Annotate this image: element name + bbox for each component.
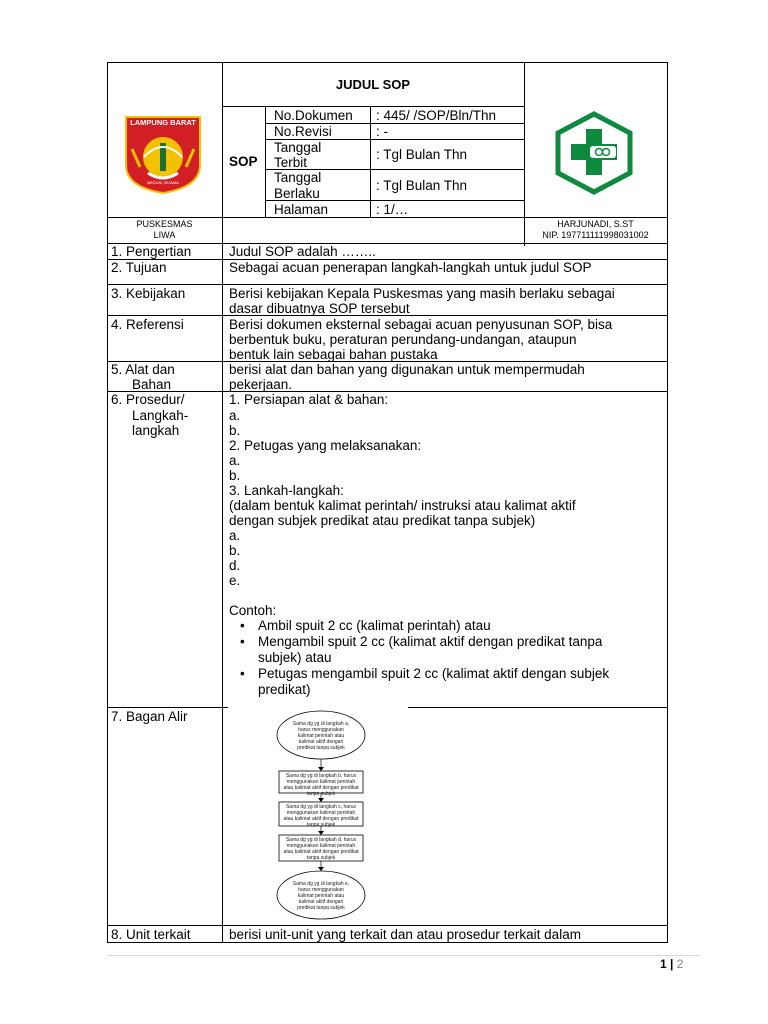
prosedur-line: a. [229,528,241,543]
contoh-bullet-3-line2: predikat) [258,682,311,697]
section-prosedur-label-3: langkah [132,423,180,438]
section-unit-label: 8. Unit terkait [111,927,191,942]
prosedur-line: b. [229,543,241,558]
contoh-bullet-1: Ambil spuit 2 cc (kalimat perintah) atau [258,618,491,633]
section-alat-label-2: Bahan [132,377,172,392]
bullet-icon: • [240,618,245,633]
meta-value-nodokumen: : 445/ /SOP/Bln/Thn [376,108,497,123]
section-prosedur-label-1: 6. Prosedur/ [111,392,185,407]
meta-value-tanggal-terbit: : Tgl Bulan Thn [376,147,468,162]
prosedur-line: b. [229,423,241,438]
meta-label-tanggal-berlaku-2: Berlaku [274,186,320,201]
page-title: JUDUL SOP [335,77,411,92]
section-referensi-line2: berbentuk buku, peraturan perundang-undangan, ataupun [229,332,577,347]
contoh-bullet-2-line2: subjek) atau [258,650,332,665]
contoh-heading: Contoh: [229,603,277,618]
flow-step-2: Sama dg yg di langkah b, harus menggunakan kalimat perintah atau kalimat aktif dengan predikat tanpa subjek [283,773,359,797]
prosedur-line: 2. Petugas yang melaksanakan: [229,438,422,453]
section-alat-line2: pekerjaan. [229,377,293,392]
prosedur-line: e. [229,573,241,588]
page-total: 2 [676,957,684,971]
section-referensi-line3: bentuk lain sebagai bahan pustaka [229,347,438,362]
meta-label-tanggal-terbit-1: Tanggal [274,140,322,155]
flow-step-4: Sama dg yg di langkah d, harus menggunakan kalimat perintah atau kalimat aktif dengan predikat tanpa subjek [283,837,359,861]
section-kebijakan-line2: dasar dibuatnya SOP tersebut [229,301,410,316]
section-referensi-label: 4. Referensi [111,317,184,332]
prosedur-line: a. [229,453,241,468]
puskesmas-logo [555,111,633,195]
sop-label: SOP [229,154,258,169]
section-bagan-label: 7. Bagan Alir [111,709,188,724]
section-pengertian-label: 1. Pengertian [111,244,192,259]
meta-label-norevisi: No.Revisi [274,124,332,139]
org-name-line2: LIWA [153,230,176,240]
page-current: 1 [660,957,667,971]
prosedur-line: d. [229,558,241,573]
prosedur-line: (dalam bentuk kalimat perintah/ instruksi atau kalimat aktif [229,498,576,513]
section-prosedur-label-2: Langkah- [132,408,189,423]
meta-label-tanggal-terbit-2: Terbit [274,155,308,170]
contoh-bullet-3-line1: Petugas mengambil spuit 2 cc (kalimat aktif dengan subjek [258,666,610,681]
logo-left-text: LAMPUNG BARAT [130,118,196,127]
bullet-icon: • [240,634,245,649]
meta-label-tanggal-berlaku-1: Tanggal [274,170,322,185]
meta-label-halaman: Halaman [274,202,329,217]
page-separator: | [670,957,674,971]
signer-name: HARJUNADI, S.ST [557,219,634,229]
section-pengertian-content: Judul SOP adalah …….. [229,244,376,259]
logo-left-motto: BEGUAI JEJAMA [147,180,179,185]
meta-label-nodokumen: No.Dokumen [274,108,353,123]
meta-value-norevisi: : - [376,124,388,139]
flowchart [265,710,385,922]
prosedur-line: a. [229,408,241,423]
signer-nip: NIP. 197711111998031002 [542,230,649,240]
page-number [660,957,683,971]
meta-value-tanggal-berlaku: : Tgl Bulan Thn [376,178,468,193]
section-tujuan-content: Sebagai acuan penerapan langkah-langkah untuk judul SOP [229,260,592,275]
section-kebijakan-line1: Berisi kebijakan Kepala Puskesmas yang masih berlaku sebagai [229,286,615,301]
org-name-line1: PUSKESMAS [136,219,193,229]
prosedur-line: b. [229,468,241,483]
bullet-icon: • [240,666,245,681]
flow-step-5: Sama dg yg di langkah e, harus menggunakan kalimat perintah atau kalimat aktif dengan predikat tanpa subjek [292,881,350,911]
flow-step-3: Sama dg yg di langkah c, harus menggunakan kalimat perintah atau kalimat aktif dengan predikat tanpa subjek [283,804,359,828]
section-alat-line1: berisi alat dan bahan yang digunakan untuk mempermudah [229,362,585,377]
prosedur-line: dengan subjek predikat atau predikat tanpa subjek) [229,513,536,528]
section-kebijakan-label: 3. Kebijakan [111,286,186,301]
prosedur-line: 3. Lankah-langkah: [229,483,344,498]
section-referensi-line1: Berisi dokumen eksternal sebagai acuan penyusunan SOP, bisa [229,317,613,332]
meta-value-halaman: : 1/… [376,202,409,217]
flow-step-1: Sama dg yg di langkah a, harus menggunakan kalimat perintah atau kalimat aktif dengan predikat tanpa subjek [292,721,350,751]
section-tujuan-label: 2. Tujuan [111,260,167,275]
section-unit-content: berisi unit-unit yang terkait dan atau prosedur terkait dalam [229,927,581,942]
prosedur-line: 1. Persiapan alat & bahan: [229,392,389,407]
lampung-barat-logo [122,113,204,195]
contoh-bullet-2-line1: Mengambil spuit 2 cc (kalimat aktif dengan predikat tanpa [258,634,603,649]
section-alat-label-1: 5. Alat dan [111,362,175,377]
